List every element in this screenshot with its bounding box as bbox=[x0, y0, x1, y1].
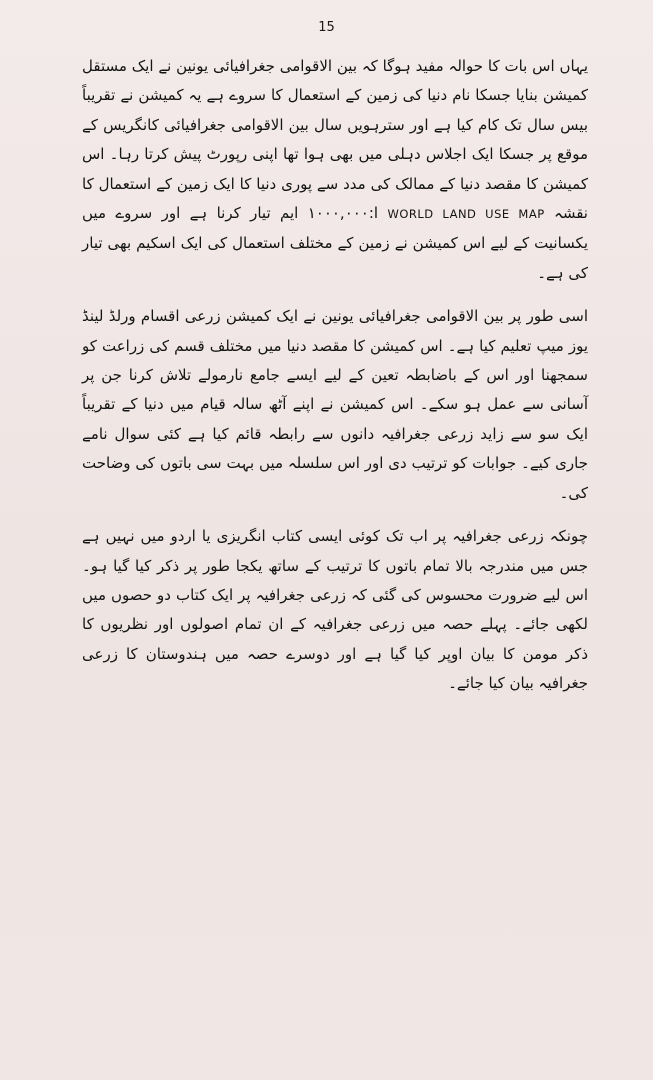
world-land-use-map-term: WORLD LAND USE MAP bbox=[387, 207, 545, 222]
paragraph-agricultural-typology-commission: اسی طور پر بین الاقوامی جغرافیائی یونین نے ایک کمیشن زرعی اقسام ورلڈ لینڈ یوز میپ تعلیم کیا ہے۔ اس کمیشن کا مقصد دنیا میں مختلف قسم کی زراعت کو سمجھنا اور اس کے باضابطہ تعین کے لیے ایسے جامع نارمولے تلاش کرنا جن پر آسانی سے عمل ہو سکے۔ اس کمیشن نے اپنے آٹھ سالہ قیام میں دنیا کے تقریباً ایک سو سے زاید زرعی جغرافیہ دانوں سے رابطہ قائم کیا ہے کئی سوال نامے جاری کیے۔ جوابات کو ترتیب دی اور اس سلسلہ میں بہت سی باتوں کی وضاحت کی۔ bbox=[82, 307, 588, 502]
paragraph-1-text-b: ا:۱۰۰۰,۰۰۰ ایم تیار کرنا ہے اور سروے میں یکسانیت کے لیے اس کمیشن نے زمین کے مختلف استعمال کی ایک اسکیم بھی تیار کی ہے۔ bbox=[82, 204, 588, 282]
paragraph-world-land-use-commission bbox=[82, 52, 588, 288]
paragraph-spacer bbox=[82, 508, 588, 522]
paragraph-book-purpose: چونکہ زرعی جغرافیہ پر اب تک کوئی ایسی کتاب انگریزی یا اردو میں نہیں ہے جس میں مندرجہ بالا تمام باتوں کا ترتیب کے ساتھ یکجا طور پر ذکر کیا گیا ہو۔ اس لیے ضرورت محسوس کی گئی کہ زرعی جغرافیہ پر ایک کتاب دو حصوں میں لکھی جائے۔ پہلے حصہ میں زرعی جغرافیہ کے ان تمام اصولوں اور نظریوں کا ذکر مومن کا بیان اوپر کیا گیا ہے اور دوسرے حصہ میں ہندوستان کا زرعی جغرافیہ بیان کیا جائے۔ bbox=[82, 527, 588, 693]
paragraph-1-text-a: یہاں اس بات کا حوالہ مفید ہوگا کہ بین الاقوامی جغرافیائی یونین نے ایک مستقل کمیشن بنایا جسکا نام دنیا کی زمین کے استعمال کا سروے ہے یہ کمیشن نے تقریباً بیس سال تک کام کیا ہے اور سترہویں سال بین الاقوامی جغرافیائی کانگریس کے موقع پر جسکا ایک اجلاس دہلی میں بھی ہوا تھا اپنی رپورٹ پیش کرتا رہا۔ اس کمیشن کا مقصد دنیا کے ممالک کی مدد سے پوری دنیا کا ایک زمین کے استعمال کا نقشہ bbox=[82, 57, 588, 223]
page-number: 15 bbox=[318, 20, 335, 35]
paragraph-spacer bbox=[82, 288, 588, 302]
body-text bbox=[82, 52, 588, 699]
